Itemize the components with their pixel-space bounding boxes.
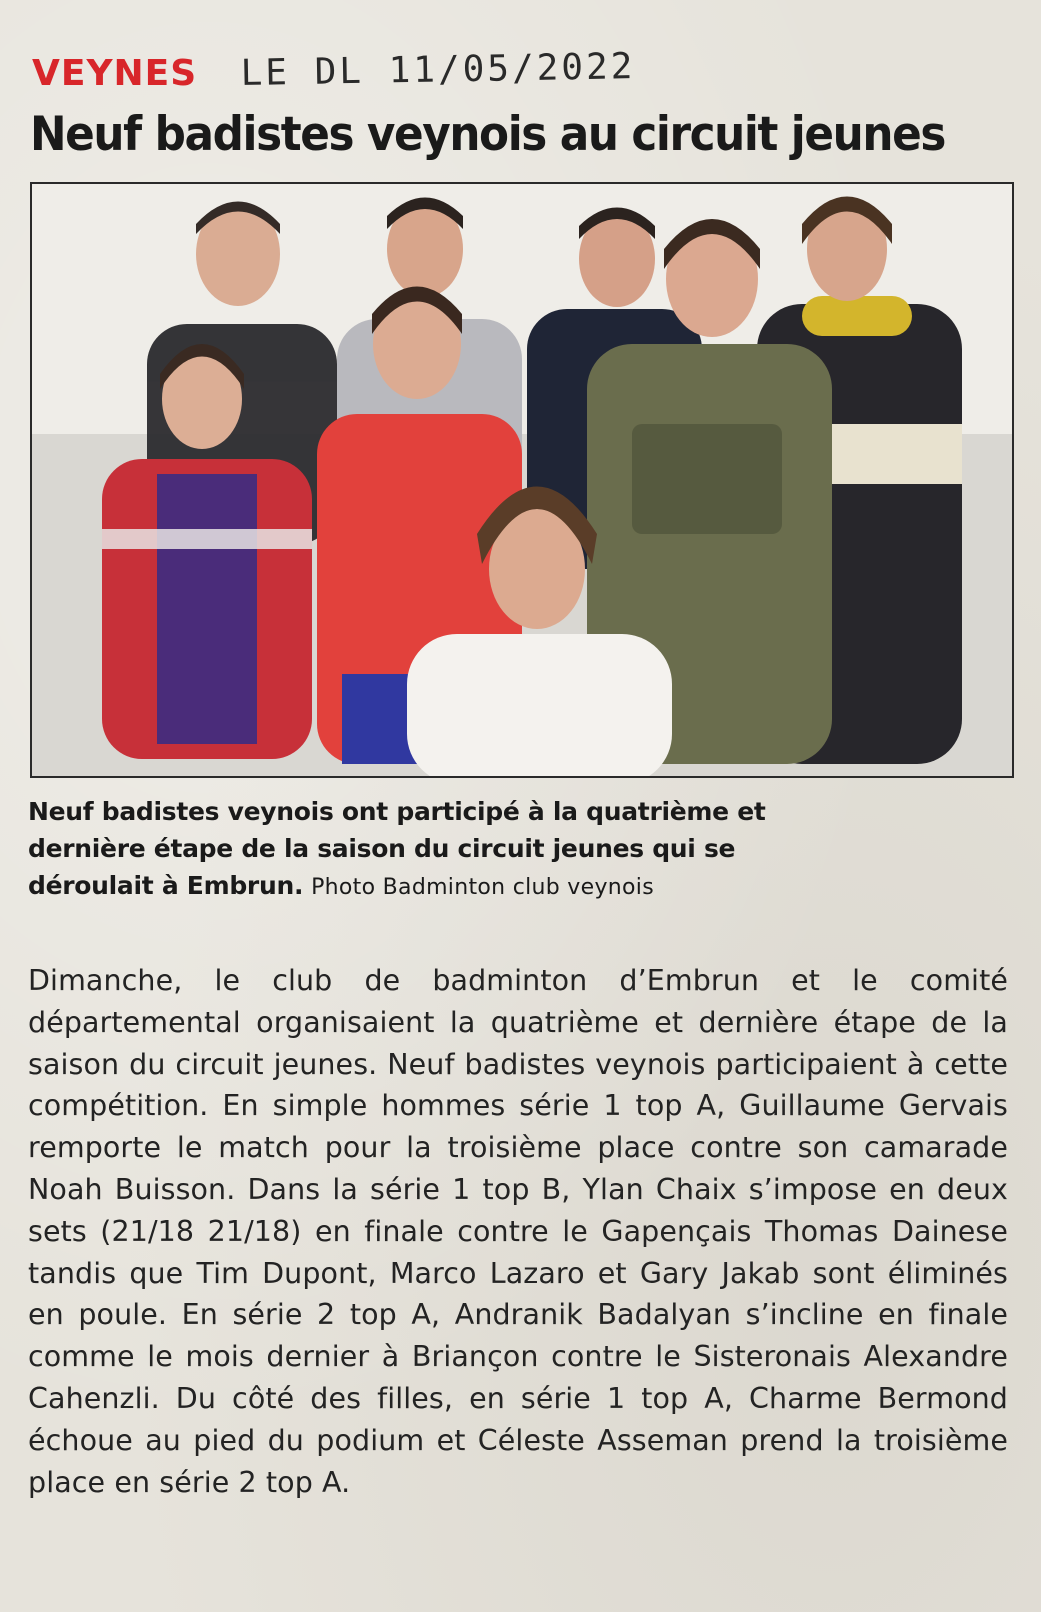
handwritten-date-note: LE DL 11/05/2022 (240, 46, 636, 94)
group-photo-icon (32, 184, 1012, 776)
article-body: Dimanche, le club de badminton d’Embrun et le comité départemental organisaient la quatrième et dernière étape de la saison du circuit jeunes. Neuf badistes veynois participaient à cette compétition. En simple hommes série 1 top A, Guillaume Gervais remporte le match pour la troisième place contre son camarade Noah Buisson. Dans la série 1 top B, Ylan Chaix s’impose en deux sets (21/18 21/18) en finale contre le Gapençais Thomas Dainese tandis que Tim Dupont, Marco Lazaro et Gary Jakab sont éliminés en poule. En série 2 top A, Andranik Badalyan s’incline en finale comme le mois dernier à Briançon contre le Sisteronais Alexandre Cahenzli. Du côté des filles, en série 1 top A, Charme Bermond échoue au pied du podium et Céleste Asseman prend la troisième place en série 2 top A. (28, 964, 1008, 1499)
group-photo (30, 182, 1014, 778)
photo-caption (28, 793, 848, 906)
headline: Neuf badistes veynois au circuit jeunes (30, 107, 945, 162)
section-tag: VEYNES (32, 53, 198, 94)
header-row (32, 44, 636, 94)
caption-text: Neuf badistes veynois ont participé à la quatrième et dernière étape de la saison du circuit jeunes qui se déroulait à Embrun. (28, 797, 766, 900)
photo-credit: Photo Badminton club veynois (311, 875, 654, 900)
